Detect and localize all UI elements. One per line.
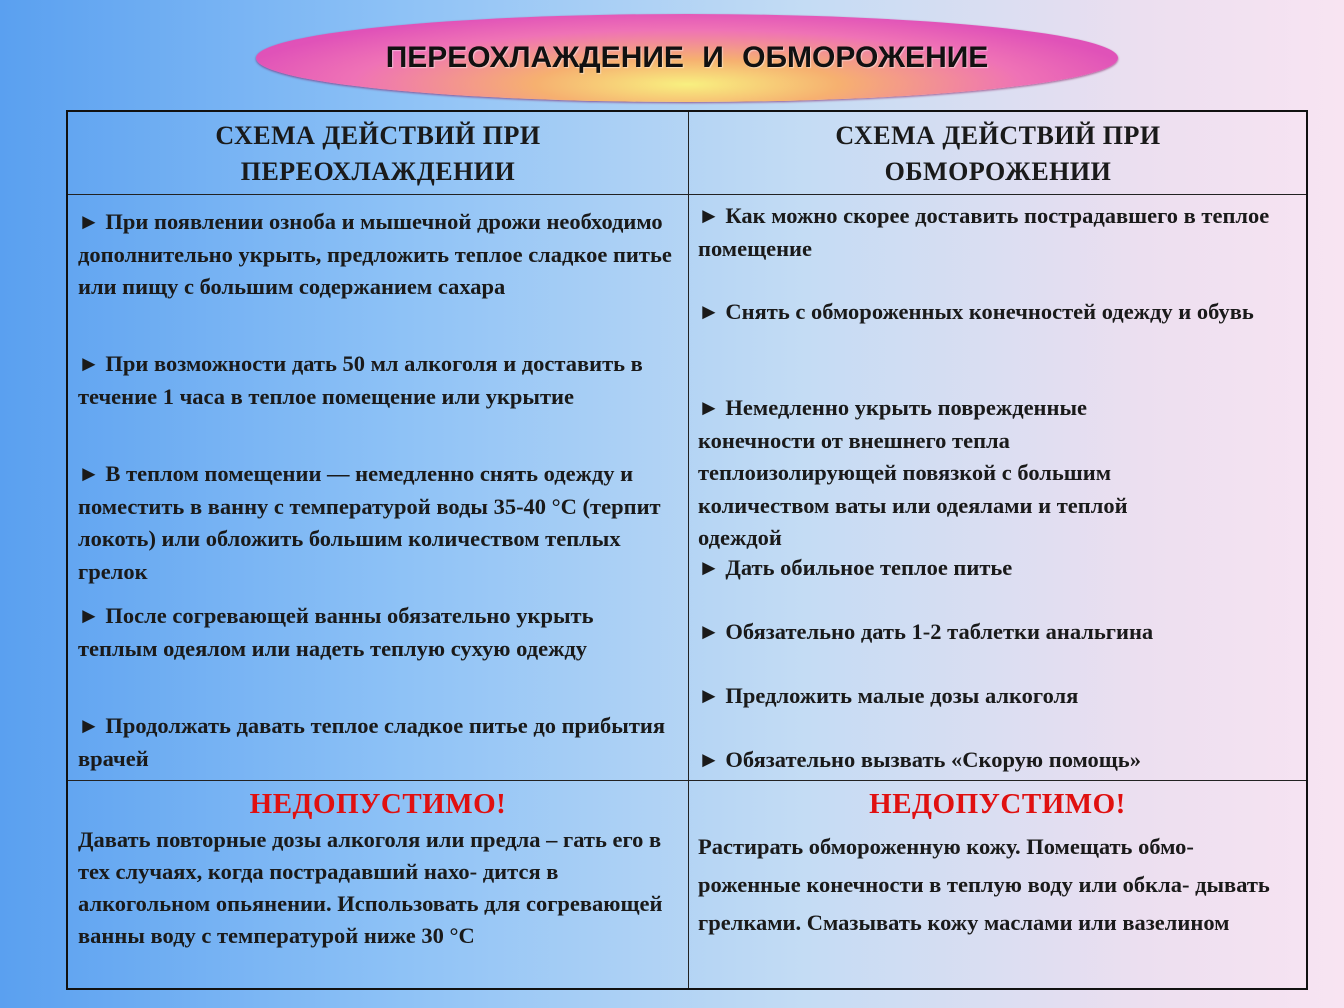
bullet-arrow-icon: ► [698, 299, 720, 324]
right-item: ► Предложить малые дозы алкоголя [698, 683, 1079, 708]
actions-table [66, 110, 1308, 990]
right-column-header: СХЕМА ДЕЙСТВИЙ ПРИ ОБМОРОЖЕНИИ [835, 121, 1161, 186]
column-divider [688, 112, 689, 988]
bullet-arrow-icon: ► [78, 351, 100, 376]
bullet-arrow-icon: ► [698, 747, 720, 772]
left-item: ► В теплом помещении — немедленно снять одежду и поместить в ванну с температурой воды 35-40 °С (терпит локоть) или обложить большим количеством теплых грелок [78, 461, 661, 584]
bullet-arrow-icon: ► [698, 683, 720, 708]
left-item: ► Продолжать давать теплое сладкое питье до прибытия врачей [78, 713, 666, 771]
title-banner [256, 14, 1118, 102]
bullet-arrow-icon: ► [698, 203, 720, 228]
left-column-header: СХЕМА ДЕЙСТВИЙ ПРИ ПЕРЕОХЛАЖДЕНИИ [215, 121, 541, 186]
right-item: ► Дать обильное теплое питье [698, 555, 1013, 580]
left-item: ► После согревающей ванны обязательно укрыть теплым одеялом или надеть теплую сухую одежду [78, 603, 594, 661]
bullet-arrow-icon: ► [698, 395, 720, 420]
bullet-arrow-icon: ► [78, 713, 100, 738]
right-item: ► Обязательно вызвать «Скорую помощь» [698, 747, 1141, 772]
left-warning-text: Давать повторные дозы алкоголя или предла – гать его в тех случаях, когда пострадавший нахо- дится в алкогольном опьянении. Использовать для согревающей ванны воду с температурой ниже 30 °С [78, 827, 663, 948]
left-item: ► При возможности дать 50 мл алкоголя и доставить в течение 1 часа в теплое помещение или укрытие [78, 351, 643, 409]
bullet-arrow-icon: ► [698, 619, 720, 644]
right-item: ► Снять с обмороженных конечностей одежду и обувь [698, 299, 1254, 324]
left-item: ► При появлении озноба и мышечной дрожи необходимо дополнительно укрыть, предложить теплое сладкое питье или пищу с большим содержанием сахара [78, 209, 672, 299]
right-warning-text: Растирать обмороженную кожу. Помещать обмо- роженные конечности в теплую воду или обкла- дывать грелками. Смазывать кожу маслами или вазелином [698, 834, 1270, 935]
bullet-arrow-icon: ► [78, 603, 100, 628]
right-warning-title: НЕДОПУСТИМО! [869, 788, 1126, 820]
bullet-arrow-icon: ► [698, 555, 720, 580]
page-title: ПЕРЕОХЛАЖДЕНИЕ И ОБМОРОЖЕНИЕ [385, 41, 989, 74]
bullet-arrow-icon: ► [78, 461, 100, 486]
right-item: ► Обязательно дать 1-2 таблетки анальгина [698, 619, 1154, 644]
left-warning-title: НЕДОПУСТИМО! [249, 788, 507, 820]
warning-divider [68, 780, 1306, 781]
right-item: ► Как можно скорее доставить пострадавшего в теплое помещение [698, 203, 1270, 261]
right-item: ► Немедленно укрыть поврежденные конечности от внешнего тепла теплоизолирующей повязкой с большим количеством ваты или одеялами и теплой одеждой [698, 395, 1128, 550]
bullet-arrow-icon: ► [78, 209, 100, 234]
